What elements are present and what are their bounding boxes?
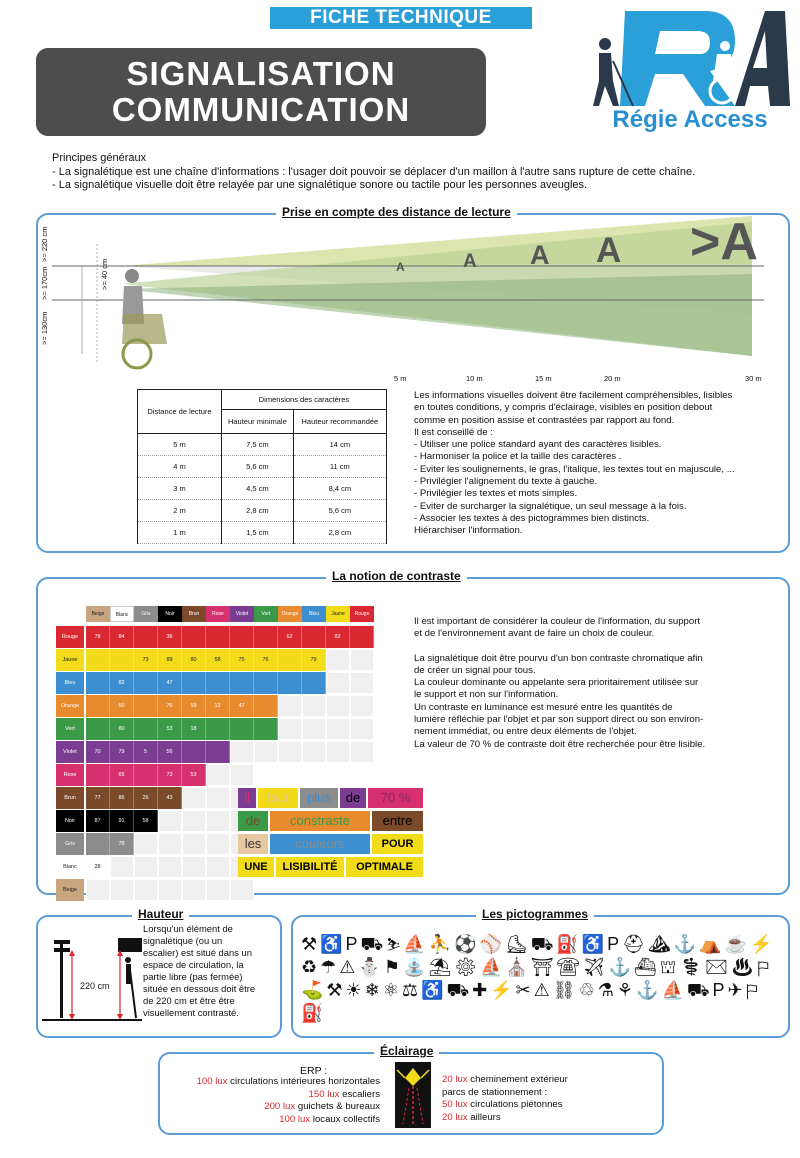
contrast-cell: 47 xyxy=(230,695,254,717)
empty-cell xyxy=(110,879,134,901)
contrast-cell xyxy=(302,626,326,648)
empty-cell xyxy=(158,879,182,901)
contraste-text: Il est important de considérer la couleur de l'information, du support et de l'environnement avant de faire un choix de couleur. La signalétique doit être pourvu d'un bon contraste chromatique afin de créer un signal pour tous. La couleur dominante ou appelante sera prioritairement utilisée sur le support et non sur l'information. Un contraste en luminance est mesuré entre les quantités de lumière réfléchie par l'objet et par son support direct ou son environ- nement immédiat, ou entre deux éléments de l'objet. La valeur de 70 % de contraste doit être recherchée pour être lisible. xyxy=(414,616,706,750)
word: de xyxy=(340,788,366,808)
row-header: Beige xyxy=(56,879,84,901)
empty-cell xyxy=(134,879,158,901)
contrast-cell: 86 xyxy=(110,787,134,809)
row-header: Jaune xyxy=(56,649,84,671)
contrast-cell: 91 xyxy=(110,810,134,832)
lecture-title: Prise en compte des distance de lecture xyxy=(276,205,517,219)
empty-cell xyxy=(182,879,206,901)
contrast-cell: 89 xyxy=(158,649,182,671)
lux-row: 150 lux escaliers xyxy=(308,1088,380,1100)
contrast-cell xyxy=(134,695,158,717)
height-label-130: >= 130cm xyxy=(40,311,49,345)
column-header: Bleu xyxy=(302,606,326,622)
contrast-cell xyxy=(206,718,230,740)
contrast-cell: 59 xyxy=(182,695,206,717)
row-header: Rose xyxy=(56,764,84,786)
empty-cell xyxy=(206,856,230,878)
contrast-cell: 53 xyxy=(182,764,206,786)
column-header: Brun xyxy=(182,606,206,622)
empty-cell xyxy=(206,764,230,786)
empty-cell xyxy=(302,695,326,717)
word: couleurs xyxy=(270,834,370,854)
lux-row: 100 lux circulations intérieures horizontales xyxy=(196,1076,380,1087)
empty-cell xyxy=(350,695,374,717)
contrast-cell: 43 xyxy=(158,787,182,809)
contrast-cell: 60 xyxy=(110,695,134,717)
lux-row: 20 lux cheminement extérieur xyxy=(442,1074,568,1085)
contrast-cell: 76 xyxy=(254,649,278,671)
principes-title: Principes généraux xyxy=(52,152,147,164)
contrast-cell: 80 xyxy=(182,649,206,671)
empty-cell xyxy=(230,764,254,786)
distance-20m: 20 m xyxy=(604,374,621,383)
principes-line-2: - La signalétique visuelle doit être relayée par une signalétique sonore ou tactile pour les personnes aveugles. xyxy=(52,179,588,191)
eclairage-right xyxy=(442,1074,642,1124)
word: constraste xyxy=(270,811,370,831)
logo-text: Régie Access xyxy=(612,106,768,133)
empty-cell xyxy=(326,649,350,671)
empty-cell xyxy=(158,833,182,855)
contrast-cell: 26 xyxy=(134,787,158,809)
distance-10m: 10 m xyxy=(466,374,483,383)
empty-cell xyxy=(326,695,350,717)
character-size-table xyxy=(137,389,387,544)
empty-cell xyxy=(134,833,158,855)
empty-cell xyxy=(326,672,350,694)
contrast-cell xyxy=(206,626,230,648)
height-label-220: >= 220 cm xyxy=(40,226,49,262)
word: de xyxy=(238,811,268,831)
column-header: Vert xyxy=(254,606,278,622)
contrast-cell: 12 xyxy=(206,695,230,717)
contrast-cell xyxy=(302,672,326,694)
row-header: Orange xyxy=(56,695,84,717)
contrast-cell xyxy=(134,718,158,740)
contrast-cell xyxy=(278,672,302,694)
contrast-cell xyxy=(182,672,206,694)
table-row: 5 m 7,5 cm 14 cm xyxy=(138,434,387,456)
empty-cell xyxy=(278,718,302,740)
contrast-cell: 58 xyxy=(134,810,158,832)
row-header: Bleu xyxy=(56,672,84,694)
contrast-cell xyxy=(254,626,278,648)
principes-line-1: - La signalétique est une chaîne d'informations : l'usager doit pouvoir se déplacer d'un maillon à l'autre sans rupture de cette chaîne. xyxy=(52,165,696,178)
word: LISIBILITÉ xyxy=(276,857,344,877)
empty-cell xyxy=(350,718,374,740)
contrast-cell: 47 xyxy=(158,672,182,694)
empty-cell xyxy=(182,810,206,832)
contrast-cell: 82 xyxy=(326,626,350,648)
empty-cell xyxy=(326,741,350,763)
contrast-cell: 58 xyxy=(206,649,230,671)
contrast-cell xyxy=(350,626,374,648)
word: entre xyxy=(372,811,423,831)
letter-5m: A xyxy=(396,260,405,274)
contrast-cell xyxy=(230,718,254,740)
distance-30m: 30 m xyxy=(745,374,762,383)
column-header: Violet xyxy=(230,606,254,622)
contrast-cell: 56 xyxy=(158,741,182,763)
eclairage-title: Éclairage xyxy=(374,1044,439,1058)
th-rec: Hauteur recommandée xyxy=(293,410,386,434)
contrast-cell: 76 xyxy=(158,695,182,717)
word: faut xyxy=(258,788,298,808)
empty-cell xyxy=(206,833,230,855)
contrast-cell xyxy=(86,695,110,717)
lux-row: 100 lux locaux collectifs xyxy=(279,1113,380,1125)
row-header: Gris xyxy=(56,833,84,855)
empty-cell xyxy=(350,672,374,694)
row-header: Brun xyxy=(56,787,84,809)
contrast-cell: 78 xyxy=(110,833,134,855)
table-row: 3 m 4,5 cm 8,4 cm xyxy=(138,478,387,500)
th-distance: Distance de lecture xyxy=(138,390,222,434)
word: UNE xyxy=(238,857,274,877)
lux-row: 20 lux ailleurs xyxy=(442,1111,501,1123)
contrast-cell xyxy=(86,672,110,694)
empty-cell xyxy=(254,741,278,763)
empty-cell xyxy=(278,741,302,763)
distance-15m: 15 m xyxy=(535,374,552,383)
word: il xyxy=(238,788,256,808)
lecture-text: Les informations visuelles doivent être facilement compréhensibles, lisibles en toutes conditions, y compris d'éclairage, visibles en position debout comme en position assise et contrastées par rapport au fond. Il est conseillé de : - Utiliser une police standard ayant des caractères lisibles. - Harmoniser la police et la taille des caractères . - Eviter les soulignements, le gras, l'italique, les textes tout en majuscule, ... - Privilégier l'alignement du texte à gauche. - Privilégier les textes et mots simples. - Eviter de surcharger la signalétique, un seul message à la fois. - Associer les textes à des pictogrammes bien distincts. Hiérarchiser l'information. xyxy=(414,390,735,537)
contrast-cell: 36 xyxy=(158,626,182,648)
contrast-cell: 73 xyxy=(134,649,158,671)
empty-cell xyxy=(350,741,374,763)
empty-cell xyxy=(206,787,230,809)
row-header: Violet xyxy=(56,741,84,763)
title-line-2: COMMUNICATION xyxy=(111,91,411,128)
contrast-cell xyxy=(230,626,254,648)
contrast-cell: 73 xyxy=(158,764,182,786)
th-dimensions: Dimensions des caractères xyxy=(222,390,387,410)
contraste-title: La notion de contraste xyxy=(326,569,467,583)
contrast-cell xyxy=(206,672,230,694)
contrast-cell xyxy=(134,672,158,694)
lux-row: 200 lux guichets & bureaux xyxy=(264,1101,380,1112)
empty-cell xyxy=(326,718,350,740)
lux-row: parcs de stationnement : xyxy=(442,1086,548,1098)
principes-generaux xyxy=(52,152,772,193)
empty-cell xyxy=(302,741,326,763)
column-header: Blanc xyxy=(110,606,134,622)
contrast-cell: 28 xyxy=(86,856,110,878)
row-header: Rouge xyxy=(56,626,84,648)
row-header: Vert xyxy=(56,718,84,740)
word: plus xyxy=(300,788,338,808)
contrast-cell xyxy=(110,649,134,671)
column-header: Rose xyxy=(206,606,230,622)
contrast-cell: 87 xyxy=(86,810,110,832)
empty-cell xyxy=(230,879,254,901)
reading-distance-diagram xyxy=(52,214,764,382)
contrast-cell xyxy=(134,764,158,786)
contrast-cell: 18 xyxy=(182,718,206,740)
row-header: Noir xyxy=(56,810,84,832)
empty-cell xyxy=(302,718,326,740)
empty-cell xyxy=(182,856,206,878)
contrast-cell xyxy=(86,649,110,671)
letter-20m: A xyxy=(596,231,622,270)
eclairage-left xyxy=(160,1076,380,1126)
letter-15m: A xyxy=(530,240,550,270)
empty-cell xyxy=(158,810,182,832)
letter-10m: A xyxy=(463,251,477,272)
hauteur-measure: 220 cm xyxy=(80,981,110,991)
contrast-cell: 79 xyxy=(302,649,326,671)
distance-5m: 5 m xyxy=(394,374,407,383)
contrast-cell: 77 xyxy=(86,787,110,809)
top-banner: FICHE TECHNIQUE xyxy=(270,7,532,29)
empty-cell xyxy=(350,649,374,671)
row-header: Blanc xyxy=(56,856,84,878)
erp-label: ERP : xyxy=(300,1065,328,1077)
contrast-cell: 82 xyxy=(110,672,134,694)
contrast-cell: 75 xyxy=(230,649,254,671)
th-min: Hauteur minimale xyxy=(222,410,294,434)
contrast-cell: 79 xyxy=(110,741,134,763)
title-line-1: SIGNALISATION xyxy=(126,55,396,92)
contrast-cell: 84 xyxy=(110,626,134,648)
contrast-cell xyxy=(206,741,230,763)
hauteur-diagram xyxy=(42,930,142,1022)
pictogram-grid: ⚒♿P⛟⛷⛵⛹⚽⚾⛸⛟⛽♿P⛑⛰⚓⛺☕⚡♻☂⚠⛄⚑⛲⛱⚙⛵⛪⛩☎✈⚓⛴⛫⚕✉♨⚐⛳⚒☀❄⚛⚖♿⛟✚⚡✂⚠⛓♲⚗⚘⚓⛵⛟P✈⚐⛽ xyxy=(301,934,776,1023)
contrast-cell xyxy=(254,695,278,717)
contrast-cell: 80 xyxy=(110,718,134,740)
title-box xyxy=(36,48,486,136)
pictos-title: Les pictogrammes xyxy=(476,907,594,921)
column-header: Jaune xyxy=(326,606,350,622)
contrast-cell xyxy=(86,718,110,740)
column-header: Orange xyxy=(278,606,302,622)
column-header: Noir xyxy=(158,606,182,622)
word: POUR xyxy=(372,834,423,854)
empty-cell xyxy=(86,879,110,901)
empty-cell xyxy=(206,810,230,832)
column-header: Beige xyxy=(86,606,110,622)
height-label-40: >= 40 cm xyxy=(100,258,109,290)
empty-cell xyxy=(230,741,254,763)
table-row: 4 m 5,6 cm 11 cm xyxy=(138,456,387,478)
letter-30m: >A xyxy=(690,213,758,271)
contrast-cell: 78 xyxy=(86,626,110,648)
contrast-cell: 65 xyxy=(110,764,134,786)
contrast-cell xyxy=(230,672,254,694)
word: 70 % xyxy=(368,788,423,808)
empty-cell xyxy=(206,879,230,901)
column-header: Rouge xyxy=(350,606,374,622)
empty-cell xyxy=(278,695,302,717)
lamp-icon xyxy=(395,1062,431,1128)
table-row: 2 m 2,8 cm 5,6 cm xyxy=(138,500,387,522)
hauteur-title: Hauteur xyxy=(132,907,189,921)
contrast-cell xyxy=(182,626,206,648)
height-label-170: >= 170cm xyxy=(40,266,49,300)
contrast-cell: 53 xyxy=(158,718,182,740)
word: les xyxy=(238,834,268,854)
contrast-cell xyxy=(86,764,110,786)
contrast-words xyxy=(238,788,423,880)
empty-cell xyxy=(182,833,206,855)
contrast-cell xyxy=(182,741,206,763)
contrast-cell xyxy=(86,833,110,855)
hauteur-text: Lorsqu'un élément de signalétique (ou un escalier) est situé dans un espace de circulation, la partie libre (pas fermée) située en dessous doit être de 220 cm et être être visuellement contrasté. xyxy=(143,923,256,1018)
contrast-cell xyxy=(278,649,302,671)
table-row: 1 m 1,5 cm 2,8 cm xyxy=(138,522,387,544)
empty-cell xyxy=(134,856,158,878)
contrast-cell: 70 xyxy=(86,741,110,763)
contrast-cell xyxy=(254,718,278,740)
empty-cell xyxy=(110,856,134,878)
word: OPTIMALE xyxy=(346,857,423,877)
contrast-cell: 5 xyxy=(134,741,158,763)
column-header: Gris xyxy=(134,606,158,622)
lux-row: 50 lux circulations piétonnes xyxy=(442,1099,563,1110)
contrast-cell xyxy=(254,672,278,694)
contrast-cell: 62 xyxy=(278,626,302,648)
empty-cell xyxy=(182,787,206,809)
contrast-cell xyxy=(134,626,158,648)
empty-cell xyxy=(158,856,182,878)
